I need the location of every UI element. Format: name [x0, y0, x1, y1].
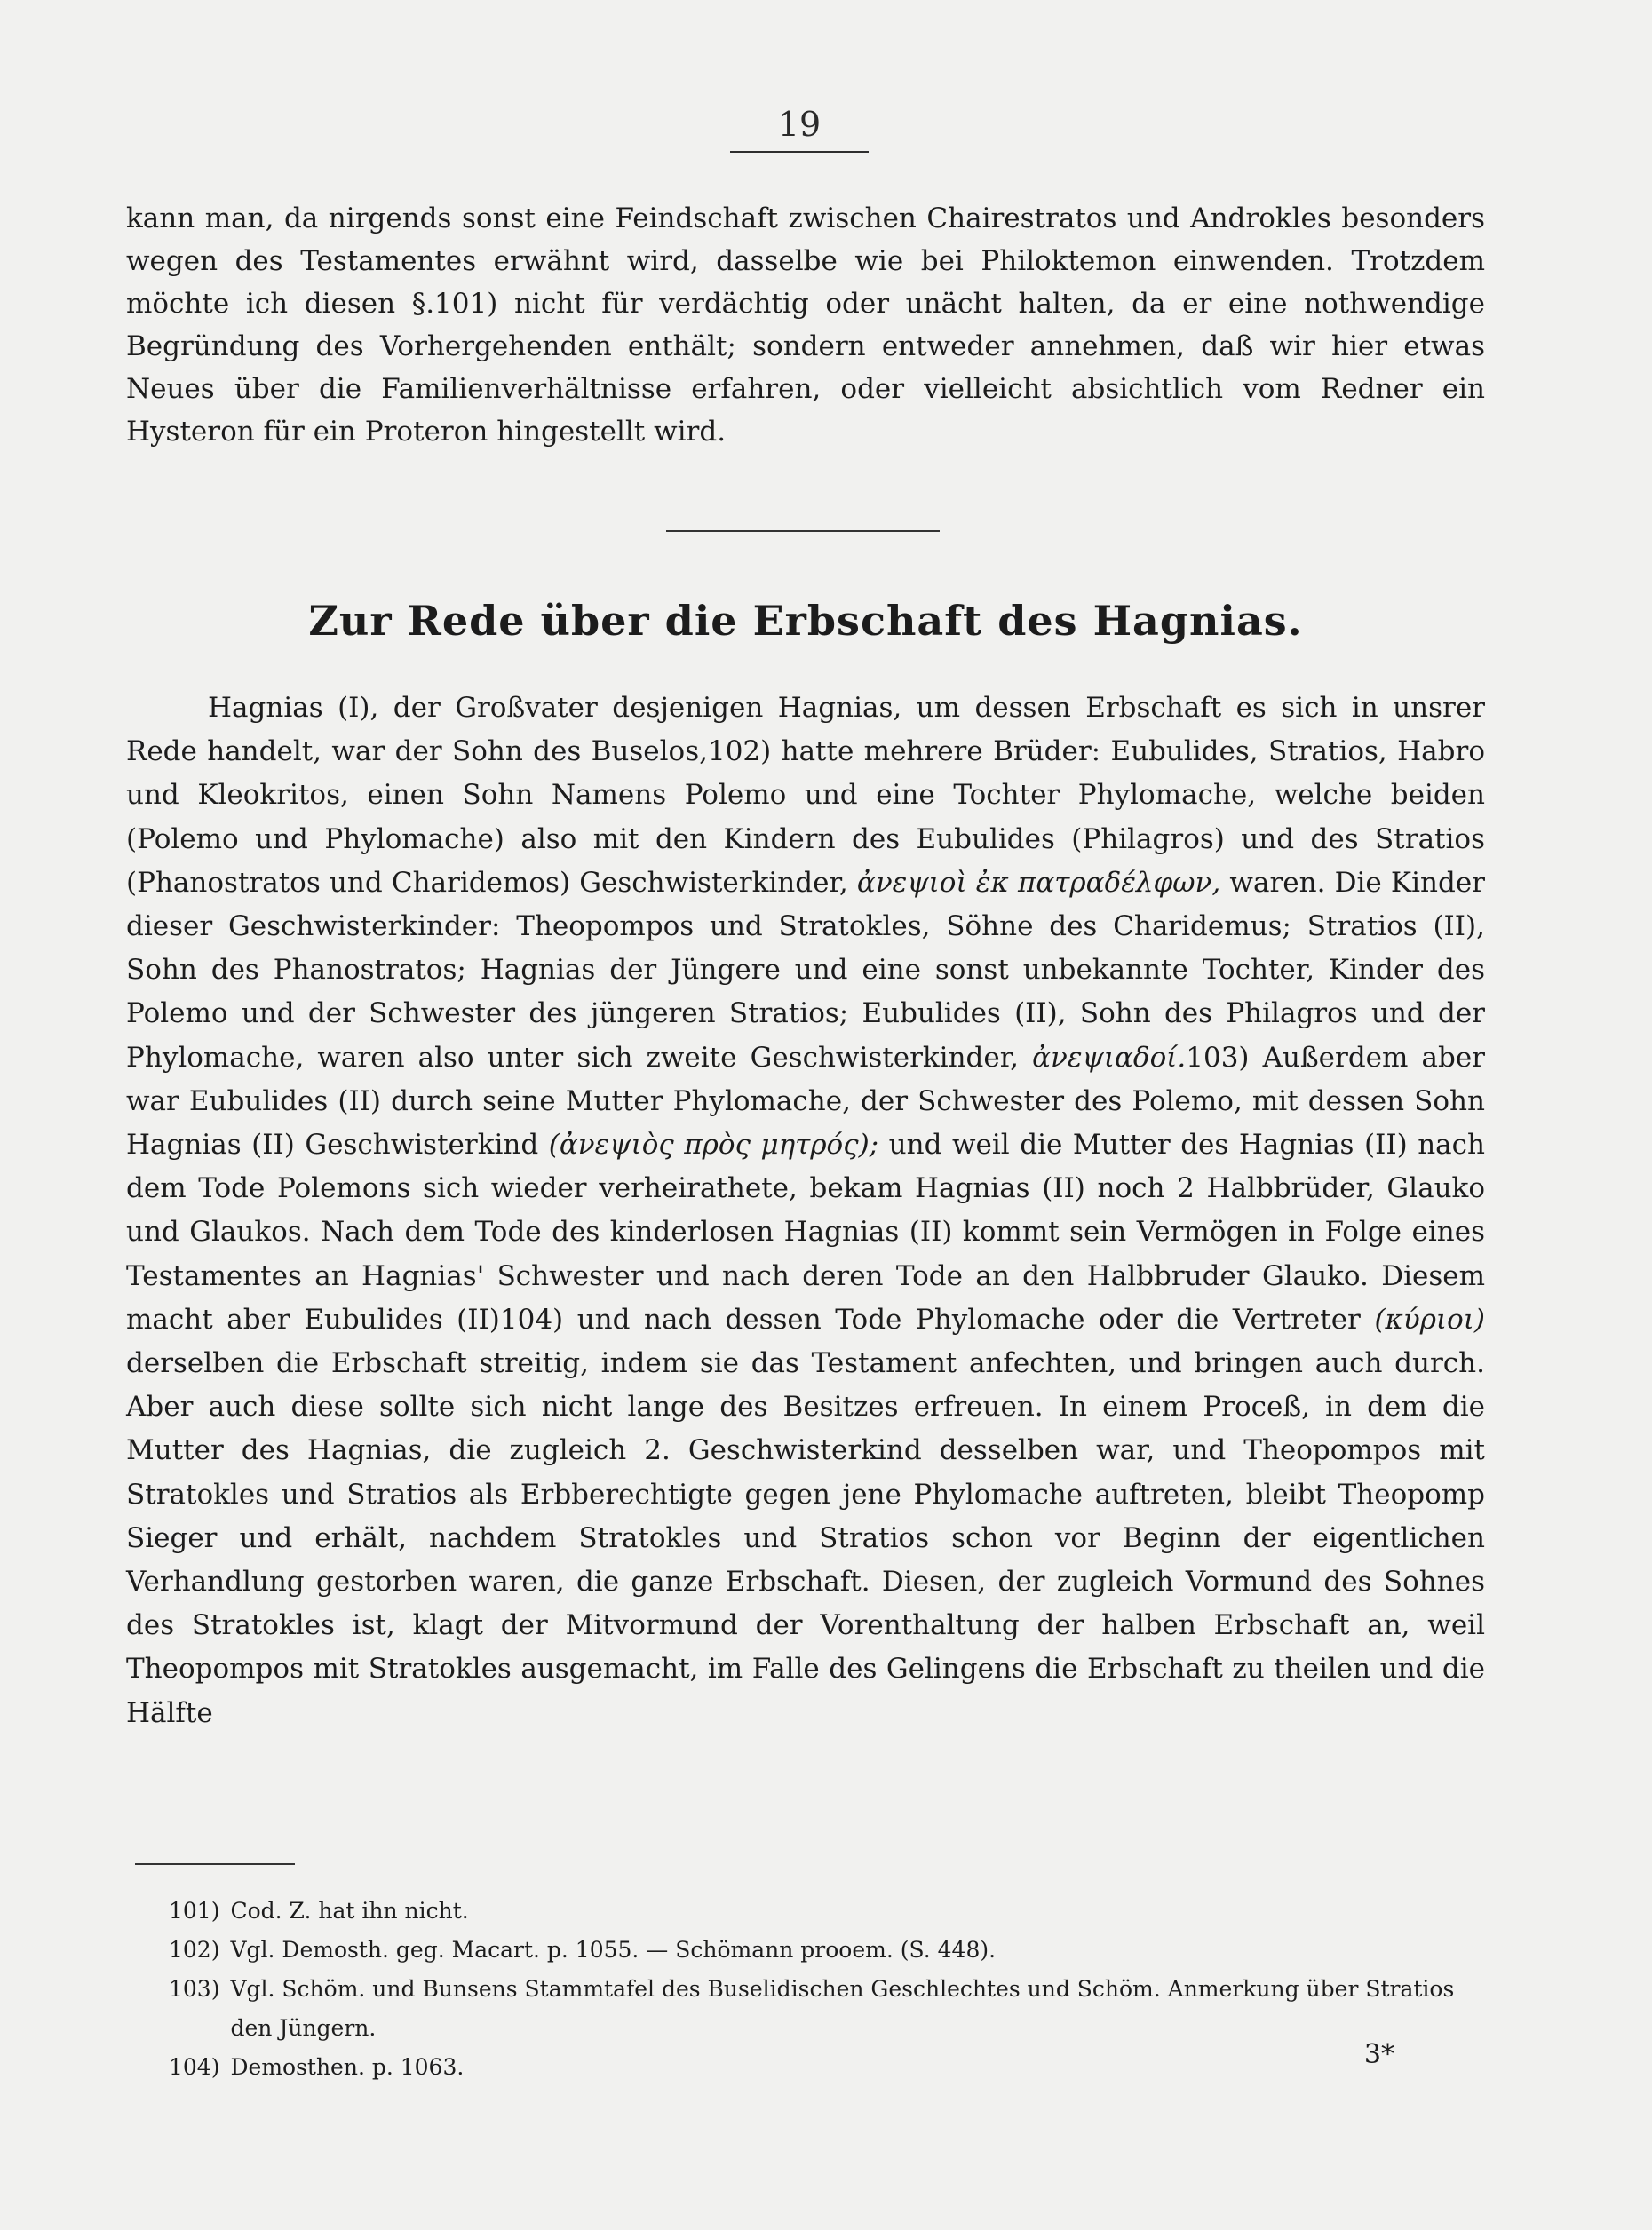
footnote	[169, 1892, 1492, 1931]
footnote	[169, 1931, 1492, 1970]
footnote	[169, 2048, 1492, 2087]
paragraph-2-part-2: waren. Die Kinder dieser Geschwisterkinder: Theopompos und Stratokles, Söhne des Charidemus; Stratios (II), Sohn des Phanostratos; Hagnias der Jüngere und eine sonst unbekannte Tochter, Kinder des Polemo und der Schwester des jüngeren Stratios; Eubulides (II), Sohn des Philagros und der Phylomache, waren also unter sich zweite Geschwisterkinder,	[126, 866, 1485, 1074]
paragraph-2-part-5: derselben die Erbschaft streitig, indem sie das Testament anfechten, und bringen auch durch. Aber auch diese sollte sich nicht lange des Besitzes erfreuen. In einem Proceß, in dem die Mutter des Hagnias, die zugleich 2. Geschwisterkind desselben war, und Theopompos mit Stratokles und Stratios als Erbberechtigte gegen jene Phylomache auftreten, bleibt Theopomp Sieger und erhält, nachdem Stratokles und Stratios schon vor Beginn der eigentlichen Verhandlung gestorben waren, die ganze Erbschaft. Diesen, der zugleich Vormund des Sohnes des Stratokles ist, klagt der Mitvormund der Vorenthaltung der halben Erbschaft an, weil Theopompos mit Stratokles ausgemacht, im Falle des Gelingens die Erbschaft zu theilen und die Hälfte	[126, 1347, 1485, 1729]
paragraph-2-text	[126, 686, 1485, 1735]
greek-phrase-4: (κύριοι)	[1374, 1303, 1485, 1336]
footnote-mark: 101)	[169, 1898, 220, 1924]
body-paragraph-2	[126, 686, 1485, 1735]
body-paragraph-1	[126, 197, 1485, 453]
section-heading: Zur Rede über die Erbschaft des Hagnias.	[308, 597, 1303, 645]
paragraph-2-part-4: und weil die Mutter des Hagnias (II) nach dem Tode Polemons sich wieder verheirathete, bekam Hagnias (II) noch 2 Halbbrüder, Glauko und Glaukos. Nach dem Tode des kinderlosen Hagnias (II) kommt sein Vermögen in Folge eines Testamentes an Hagnias' Schwester und nach deren Tode an den Halbbruder Glauko. Diesem macht aber Eubulides (II)104) und nach dessen Tode Phylomache oder die Vertreter	[126, 1129, 1485, 1336]
footnotes	[169, 1892, 1492, 2087]
page-number-rule	[730, 151, 869, 153]
paragraph-2-part-3: 103) Außerdem aber war Eubulides (II) durch seine Mutter Phylomache, der Schwester des Polemo, mit dessen Sohn Hagnias (II) Geschwisterkind	[126, 1041, 1485, 1162]
footnote-rule	[135, 1863, 295, 1865]
footnote-text: Vgl. Schöm. und Bunsens Stammtafel des Buselidischen Geschlechtes und Schöm. Anmerkung über Stratios den Jüngern.	[230, 1976, 1455, 2041]
section-separator-rule	[666, 530, 940, 532]
greek-phrase-3: (ἀνεψιὸς πρὸς μητρός);	[548, 1129, 879, 1162]
footnote-mark: 104)	[169, 2054, 220, 2080]
paragraph-1-text: kann man, da nirgends sonst eine Feindschaft zwischen Chairestratos und Androkles besonders wegen des Testamentes erwähnt wird, dasselbe wie bei Philoktemon einwenden. Trotzdem möchte ich diesen §.101) nicht für verdächtig oder unächt halten, da er eine nothwendige Begründung des Vorhergehenden enthält; sondern entweder annehmen, daß wir hier etwas Neues über die Familienverhältnisse erfahren, oder vielleicht absichtlich vom Redner ein Hysteron für ein Proteron hingestellt wird.	[126, 202, 1485, 448]
footnote-text: Vgl. Demosth. geg. Macart. p. 1055. — Schömann prooem. (S. 448).	[230, 1937, 997, 1963]
footnote-mark: 102)	[169, 1937, 220, 1963]
footnote-text: Demosthen. p. 1063.	[230, 2054, 465, 2080]
footnote	[169, 1970, 1492, 2048]
page-number: 19	[777, 105, 822, 144]
signature-mark: 3*	[1363, 2039, 1394, 2070]
greek-phrase-2: ἀνεψιαδοί.	[1032, 1041, 1187, 1074]
footnote-mark: 103)	[169, 1976, 220, 2002]
greek-phrase-1: ἀνεψιοὶ ἐκ πατραδέλφων,	[856, 866, 1221, 899]
footnote-text: Cod. Z. hat ihn nicht.	[230, 1898, 469, 1924]
paragraph-2-part-1: Hagnias (I), der Großvater desjenigen Hagnias, um dessen Erbschaft es sich in unsrer Rede handelt, war der Sohn des Buselos,102) hatte mehrere Brüder: Eubulides, Stratios, Habro und Kleokritos, einen Sohn Namens Polemo und eine Tochter Phylomache, welche beiden (Polemo und Phylomache) also mit den Kindern des Eubulides (Philagros) und des Stratios (Phanostratos und Charidemos) Geschwisterkinder,	[126, 692, 1485, 899]
